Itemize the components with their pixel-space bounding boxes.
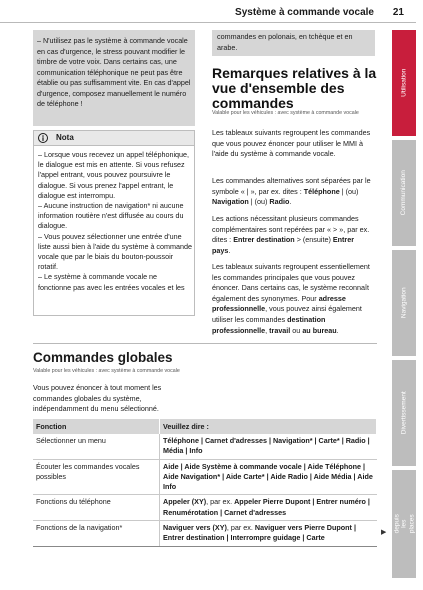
global-validity-note: Valable pour les véhicules : avec système à commande vocale: [33, 368, 180, 374]
cell-function: Écouter les commandes vocales possibles: [33, 459, 160, 495]
continuation-text: commandes en polonais, en tchèque et en arabe.: [217, 32, 353, 52]
paragraph-1: Les tableaux suivants regroupent les commandes que vous pouvez énoncer pour utiliser le MMI à l'aide du système à commande vocale.: [212, 128, 371, 159]
column-header-function: Fonction: [33, 419, 160, 434]
tab-communication[interactable]: Communication: [392, 140, 416, 246]
continuation-box: [212, 30, 375, 56]
triangle-right-icon: ▶: [381, 529, 387, 536]
section-divider: [33, 343, 377, 344]
note-item: – Aucune instruction de navigation* ni aucune information routière n'est diffusée au cours du dialogue.: [38, 201, 184, 231]
cell-say: Aide | Aide Système à commande vocale | Aide Téléphone | Aide Navigation* | Aide Carte* | Aide Radio | Aide Média | Aide Info: [160, 459, 377, 495]
note-item: – Le système à commande vocale ne fonctionne pas avec les entrées vocales et les: [38, 272, 185, 292]
note-list: [38, 150, 192, 293]
cell-function: Fonctions du téléphone: [33, 495, 160, 521]
table-row: [33, 459, 377, 495]
paragraph-2: Les commandes alternatives sont séparées par le symbole « | », par ex. dites : Téléphone | (ou) Navigation | (ou) Radio.: [212, 176, 371, 207]
cell-say: Téléphone | Carnet d'adresses | Navigation* | Carte* | Radio | Média | Info: [160, 434, 377, 459]
table-row: [33, 495, 377, 521]
paragraph-4: Les tableaux suivants regroupent essentiellement les commandes principales que vous pouvez énoncer. Dans certains cas, le système reconnaît également des synonymes. Pour adresse professionnelle, vous pouvez ainsi également utiliser les commandes destination professionnelle, travail ou au bureau.: [212, 262, 370, 335]
note-item: – Lorsque vous recevez un appel téléphonique, le dialogue est mis en attente. Si vous refusez l'appel entrant, vous pouvez poursuivre le dialogue. Si vous prenez l'appel entrant, le dialogue est interrompu.: [38, 150, 190, 200]
tab-rear-seats[interactable]: Utilisation depuis les places arrière: [392, 470, 416, 578]
note-box: [33, 130, 195, 316]
section-title: Remarques relatives à la vue d'ensemble des commandes: [212, 65, 377, 111]
page-number: 21: [392, 7, 404, 18]
table-row: [33, 521, 377, 547]
global-commands-title: Commandes globales: [33, 350, 173, 365]
note-item: – Vous pouvez sélectionner une entrée d'une liste aussi bien à l'aide du système à commande vocale que par le biais du bouton-poussoir rotatif.: [38, 231, 192, 272]
tab-navigation[interactable]: Navigation: [392, 250, 416, 356]
column-header-say: Veuillez dire :: [160, 419, 377, 434]
table-row: [33, 434, 377, 459]
global-intro: Vous pouvez énoncer à tout moment les commandes globales du système, indépendamment du menu sélectionné.: [33, 383, 162, 413]
cell-function: Fonctions de la navigation*: [33, 521, 160, 547]
cell-say: Appeler (XY), par ex. Appeler Pierre Dupont | Entrer numéro | Renumérotation | Carnet d'adresses: [160, 495, 377, 521]
cell-function: Sélectionner un menu: [33, 434, 160, 459]
note-title: Nota: [56, 133, 74, 142]
note-header: [34, 131, 194, 146]
note-info-icon: [38, 133, 48, 143]
tab-divertissement[interactable]: Divertissement: [392, 360, 416, 466]
warning-text: – N'utilisez pas le système à commande vocale en cas d'urgence, le stress pouvant modifier le timbre de votre voix. Dans certains cas, une communication téléphonique ne peut pas être établie ou pas suffisamment vite. En cas d'appel d'urgence, composez manuellement le numéro de téléphone !: [37, 36, 191, 108]
paragraph-3: Les actions nécessitant plusieurs commandes complémentaires sont repérées par « > », par ex. dites : Entrer destination > (ensuite) Entrer pays.: [212, 214, 370, 255]
warning-box: [33, 30, 195, 126]
tab-utilisation[interactable]: Utilisation: [392, 30, 416, 136]
validity-note: Valable pour les véhicules : avec système à commande vocale: [212, 110, 359, 116]
running-title: Système à commande vocale: [235, 7, 374, 18]
table-header-row: [33, 419, 377, 434]
commands-table: [33, 419, 377, 547]
cell-say: Naviguer vers (XY), par ex. Naviguer vers Pierre Dupont | Entrer destination | Interrompre guidage | Carte: [160, 521, 377, 547]
page-header: [0, 0, 416, 23]
